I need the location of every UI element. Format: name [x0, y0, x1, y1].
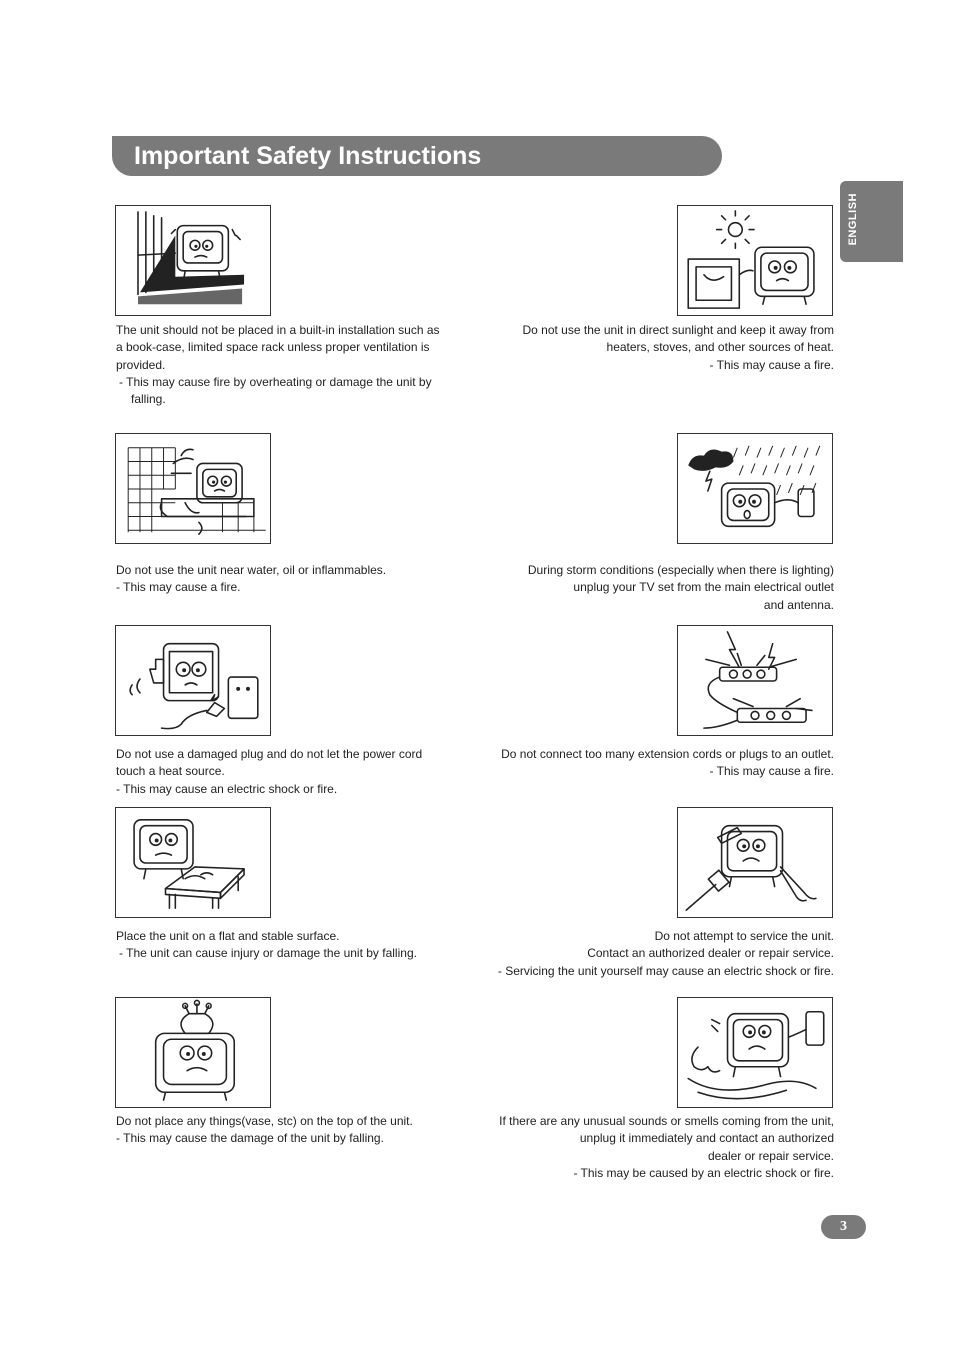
item-text-service: Do not attempt to service the unit. Contact an authorized dealer or repair service. - Servicing the unit yourself may cause an electric shock or fire. [497, 929, 834, 978]
illustration-service [677, 807, 833, 918]
item-text-smoke: If there are any unusual sounds or smells coming from the unit, unplug it immediately and contact an authorized dealer or repair service. - This may be caused by an electric shock or fire. [499, 1114, 834, 1180]
illustration-stable-surface [115, 807, 271, 918]
item-text-damaged-plug: Do not use a damaged plug and do not let the power cord touch a heat source. - This may cause an electric shock or fire. [116, 747, 423, 796]
illustration-storm [677, 433, 833, 544]
illustration-damaged-plug [115, 625, 271, 736]
item-text-stable-surface: Place the unit on a flat and stable surface. - The unit can cause injury or damage the unit by falling. [116, 929, 417, 961]
item-text-storm: During storm conditions (especially when there is lighting) unplug your TV set from the main electrical outlet and antenna. [527, 563, 834, 612]
tv-near-water-icon [116, 434, 270, 543]
illustration-sunlight [677, 205, 833, 316]
title-bar [112, 136, 722, 176]
tv-storm-icon [678, 434, 832, 543]
damaged-plug-icon [116, 626, 270, 735]
tv-on-table-icon [116, 808, 270, 917]
illustration-water [115, 433, 271, 544]
illustration-bookcase [115, 205, 271, 316]
item-text-extension-cords: Do not connect too many extension cords or plugs to an outlet. - This may cause a fire. [501, 747, 834, 779]
tv-in-sunlight-icon [678, 206, 832, 315]
language-tab [840, 181, 903, 262]
tv-in-bookcase-icon [116, 206, 270, 315]
illustration-extension-cords [677, 625, 833, 736]
overloaded-outlet-icon [678, 626, 832, 735]
vase-on-tv-icon [116, 998, 270, 1107]
item-text-sunlight: Do not use the unit in direct sunlight and keep it away from heaters, stoves, and other sources of heat. - This may cause a fire. [522, 323, 834, 372]
illustration-vase [115, 997, 271, 1108]
illustration-smoke [677, 997, 833, 1108]
tv-service-tools-icon [678, 808, 832, 917]
language-label: ENGLISH [847, 193, 859, 246]
item-text-water: Do not use the unit near water, oil or inflammables. - This may cause a fire. [116, 563, 387, 595]
page-number: 3 [821, 1215, 866, 1239]
item-text-vase: Do not place any things(vase, stc) on the top of the unit. - This may cause the damage of the unit by falling. [116, 1114, 413, 1146]
item-text-bookcase: The unit should not be placed in a built-in installation such as a book-case, limited space rack unless proper ventilation is provided. - This may cause fire by overheating or damage the unit by falling. [116, 323, 440, 407]
tv-smoke-icon [678, 998, 832, 1107]
page-title: Important Safety Instructions [134, 142, 482, 170]
